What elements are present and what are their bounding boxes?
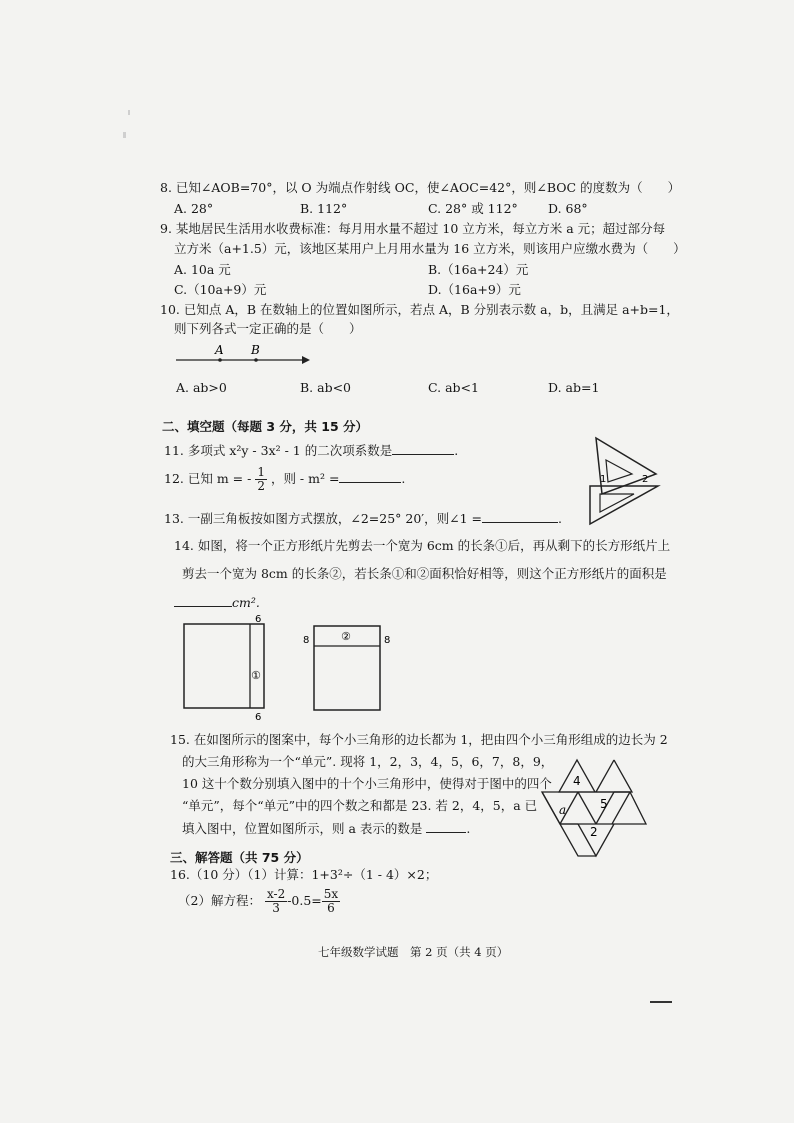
number-line-arrow-icon xyxy=(302,356,310,364)
q15-answer-blank xyxy=(426,820,466,833)
right-triangle-ext xyxy=(612,792,646,824)
scan-mark-bottom xyxy=(650,1001,672,1003)
q12-fraction-num: 1 xyxy=(257,465,265,479)
q11-answer-blank xyxy=(392,442,454,455)
q12-fraction xyxy=(255,466,267,493)
point-b-label: B xyxy=(251,343,260,357)
q14-answer-blank xyxy=(174,594,232,607)
q8-stem: 8. 已知∠AOB=70°，以 O 为端点作射线 OC，使∠AOC=42°，则∠BOC 的度数为（ ） xyxy=(160,180,681,195)
q16-fraction-2-den: 6 xyxy=(327,901,335,915)
q10-option-a: A. ab>0 xyxy=(176,380,227,395)
q14-line1: 14. 如图，将一个正方形纸片先剪去一个宽为 6cm 的长条①后，再从剩下的长方形纸片上 xyxy=(174,538,671,553)
q14-line3 xyxy=(174,594,260,611)
q13-line xyxy=(164,510,562,527)
q16-part2 xyxy=(178,888,340,915)
q10-option-d: D. ab=1 xyxy=(548,380,600,395)
q10-stem-line1: 10. 已知点 A，B 在数轴上的位置如图所示，若点 A，B 分别表示数 a，b，且满足 a+b=1， xyxy=(160,302,679,317)
q11-end: . xyxy=(454,443,459,458)
q14-line2: 剪去一个宽为 8cm 的长条②，若长条①和②面积恰好相等，则这个正方形纸片的面积是 xyxy=(182,566,667,581)
number-line-figure xyxy=(170,340,320,370)
q12-line xyxy=(164,466,405,493)
strip-1-width-top: 6 xyxy=(255,614,262,625)
q8-option-a: A. 28° xyxy=(174,201,214,216)
q11-line xyxy=(164,442,458,459)
triangle-grid-figure xyxy=(540,756,650,852)
q13-answer-blank xyxy=(482,510,558,523)
q12-mid: ，则 - m² = xyxy=(270,471,340,486)
cell-a-label: a xyxy=(559,803,567,817)
q8-option-b: B. 112° xyxy=(300,201,348,216)
scan-mark-top xyxy=(123,132,126,138)
q11-stem: 11. 多项式 x²y - 3x² - 1 的二次项系数是 xyxy=(164,443,393,458)
q10-stem-line2: 则下列各式一定正确的是（ ） xyxy=(174,321,362,336)
q14-unit: cm². xyxy=(232,595,260,610)
section-2-title: 二、填空题（每题 3 分，共 15 分） xyxy=(162,419,369,434)
q15-line1: 15. 在如图所示的图案中，每个小三角形的边长都为 1，把由四个小三角形组成的边长为 2 xyxy=(170,732,668,747)
section-3-title: 三、解答题（共 75 分） xyxy=(170,850,309,865)
point-a-label: A xyxy=(215,343,224,357)
q16-mid: -0.5= xyxy=(287,893,322,908)
q9-option-d: D.（16a+9）元 xyxy=(428,282,521,297)
right-top-inner xyxy=(596,760,614,792)
q15-line3: 10 这十个数分别填入图中的十个小三角形中，使得对于图中的四个 xyxy=(182,776,552,791)
q8-option-d: D. 68° xyxy=(548,201,588,216)
q9-stem-line1: 9. 某地居民生活用水收费标准：每月用水量不超过 10 立方米，每立方米 a 元；超过部分每 xyxy=(160,221,666,236)
point-a xyxy=(218,358,222,362)
q10-option-c: C. ab<1 xyxy=(428,380,479,395)
cell-4-label: 4 xyxy=(573,774,581,788)
q16-fraction-1-den: 3 xyxy=(272,901,280,915)
q9-option-a: A. 10a 元 xyxy=(174,262,231,277)
strip-1-label: ① xyxy=(251,669,261,682)
q13-stem: 13. 一副三角板按如图方式摆放，∠2=25° 20′，则∠1 = xyxy=(164,511,482,526)
angle-1-label: 1 xyxy=(600,474,607,485)
cell-2-label: 2 xyxy=(590,825,598,839)
middle-center-diag xyxy=(578,792,596,824)
angle-2-label: 2 xyxy=(642,474,649,485)
q9-option-c: C.（10a+9）元 xyxy=(174,282,267,297)
q16-part1: 16.（10 分）（1）计算：1+3²÷（1 - 4）×2； xyxy=(170,867,438,882)
q10-option-b: B. ab<0 xyxy=(300,380,352,395)
square-strip-figure-2 xyxy=(300,618,400,718)
q15-line2: 的大三角形称为一个“单元”. 现将 1，2，3，4，5，6，7，8，9， xyxy=(182,754,554,769)
scan-mark-top2 xyxy=(128,110,130,115)
q12-fraction-den: 2 xyxy=(257,479,265,493)
q8-option-c: C. 28° 或 112° xyxy=(428,201,518,216)
triangle-ruler-top-inner xyxy=(606,460,632,482)
q15-line5-text: 填入图中，位置如图所示，则 a 表示的数是 xyxy=(182,821,423,836)
q12-end: . xyxy=(401,471,406,486)
q16-fraction-1 xyxy=(265,888,287,915)
square-strip-figure-1 xyxy=(180,612,280,722)
q16-part2-prefix: （2）解方程： xyxy=(178,893,261,908)
q15-line4: “单元”，每个“单元”中的四个数之和都是 23. 若 2，4，5，a 已 xyxy=(182,798,538,813)
q16-fraction-2 xyxy=(322,888,340,915)
q15-end: . xyxy=(466,821,471,836)
q16-fraction-1-num: x-2 xyxy=(266,887,286,901)
strip-1-width-bottom: 6 xyxy=(255,712,262,723)
q16-fraction-2-num: 5x xyxy=(323,887,339,901)
strip-2-height-left: 8 xyxy=(303,635,310,646)
triangle-rulers-figure xyxy=(586,436,662,524)
q9-option-b: B.（16a+24）元 xyxy=(428,262,529,277)
q9-stem-line2: 立方米（a+1.5）元，该地区某用户上月用水量为 16 立方米，则该用户应缴水费为（ ） xyxy=(174,241,686,256)
strip-2-height-right: 8 xyxy=(384,635,391,646)
cell-5-label: 5 xyxy=(600,797,608,811)
q12-prefix: 12. 已知 m = - xyxy=(164,471,252,486)
square-outline xyxy=(184,624,264,708)
middle-row xyxy=(542,792,630,824)
q12-answer-blank xyxy=(339,470,401,483)
right-top-triangle xyxy=(596,760,632,792)
strip-2-label: ② xyxy=(341,630,351,643)
q15-line5 xyxy=(182,820,470,837)
page-footer: 七年级数学试题 第 2 页（共 4 页） xyxy=(318,945,509,959)
middle-left-diag xyxy=(542,792,560,824)
q13-end: . xyxy=(558,511,562,526)
point-b xyxy=(254,358,258,362)
